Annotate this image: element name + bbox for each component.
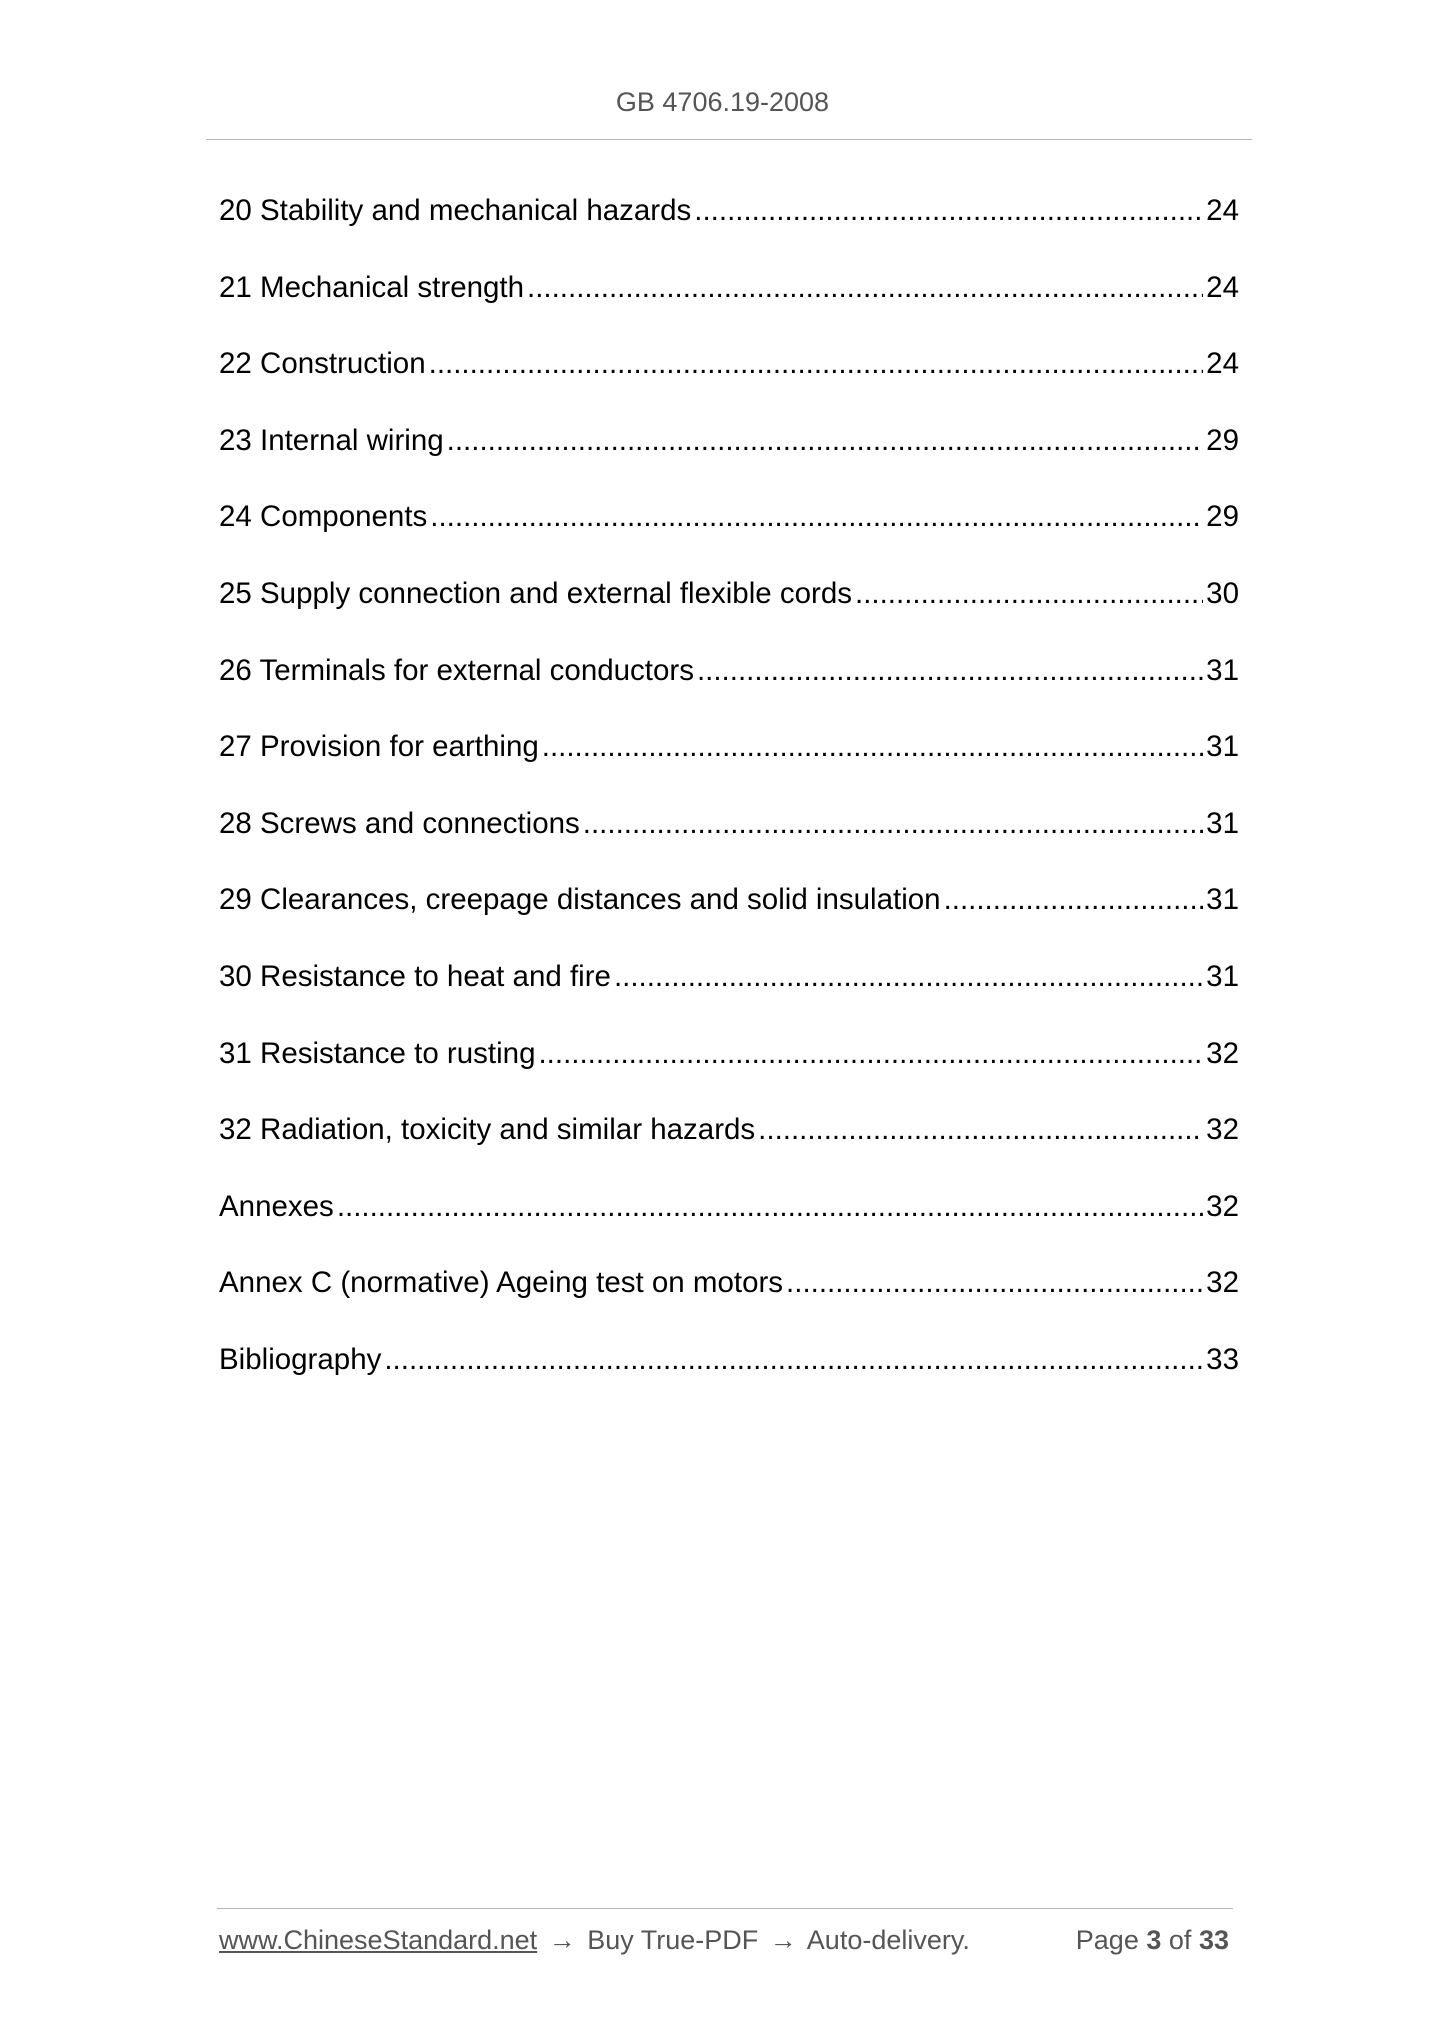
toc-entry-title: 26 Terminals for external conductors <box>219 653 694 687</box>
toc-entry-title: 29 Clearances, creepage distances and solid insulation <box>219 883 941 917</box>
toc-leader-dots <box>447 405 1204 477</box>
toc-entry-title: 32 Radiation, toxicity and similar hazards <box>219 1113 756 1147</box>
toc-entry[interactable] <box>219 558 1239 635</box>
arrow-right-icon: → <box>548 1925 576 1955</box>
of-label: of <box>1168 1925 1192 1955</box>
toc-entry-page: 30 <box>1206 576 1239 610</box>
toc-entry[interactable] <box>219 1018 1239 1095</box>
toc-entry-title: Bibliography <box>219 1342 382 1376</box>
toc-entry-title: 22 Construction <box>219 347 426 381</box>
auto-delivery-text: Auto-delivery. <box>806 1925 970 1955</box>
toc-leader-dots <box>758 1094 1203 1166</box>
toc-entry[interactable] <box>219 864 1239 941</box>
toc-entry[interactable] <box>219 328 1239 405</box>
toc-leader-dots <box>542 711 1203 783</box>
toc-leader-dots <box>786 1247 1203 1319</box>
toc-leader-dots <box>583 788 1203 860</box>
toc-entry[interactable] <box>219 1171 1239 1248</box>
toc-entry-title: 31 Resistance to rusting <box>219 1036 536 1070</box>
table-of-contents <box>219 175 1239 1401</box>
toc-entry-title: 21 Mechanical strength <box>219 270 525 304</box>
footer-divider <box>217 1908 1233 1909</box>
toc-entry-page: 31 <box>1206 806 1239 840</box>
toc-leader-dots <box>944 864 1204 936</box>
toc-entry-page: 32 <box>1206 1036 1239 1070</box>
toc-leader-dots <box>337 1171 1203 1243</box>
toc-entry[interactable] <box>219 481 1239 558</box>
arrow-right-icon: → <box>769 1925 797 1955</box>
toc-leader-dots <box>697 635 1203 707</box>
toc-entry[interactable] <box>219 635 1239 712</box>
toc-leader-dots <box>429 328 1204 400</box>
toc-entry[interactable] <box>219 1094 1239 1171</box>
toc-entry-page: 24 <box>1206 270 1239 304</box>
toc-entry-page: 29 <box>1206 500 1239 534</box>
toc-entry-page: 24 <box>1206 194 1239 227</box>
toc-entry-title: 25 Supply connection and external flexible cords <box>219 576 853 610</box>
toc-entry-title: Annexes <box>219 1189 334 1223</box>
toc-entry-title: Annex C (normative) Ageing test on motors <box>219 1266 784 1300</box>
toc-leader-dots <box>694 175 1203 247</box>
document-header-title: GB 4706.19-2008 <box>615 87 830 117</box>
toc-leader-dots <box>614 941 1203 1013</box>
website-link[interactable]: www.ChineseStandard.net <box>219 1925 538 1955</box>
footer-promo <box>219 1925 970 1956</box>
total-page-count: 33 <box>1198 1925 1229 1955</box>
toc-entry[interactable] <box>219 711 1239 788</box>
toc-entry-page: 32 <box>1206 1113 1239 1147</box>
toc-entry-page: 32 <box>1206 1266 1239 1300</box>
toc-entry-page: 31 <box>1206 883 1239 917</box>
toc-entry-title: 23 Internal wiring <box>219 423 444 457</box>
toc-entry-page: 24 <box>1206 347 1239 381</box>
toc-leader-dots <box>855 558 1203 630</box>
header-divider <box>206 139 1252 140</box>
toc-entry-title: 20 Stability and mechanical hazards <box>219 194 692 227</box>
toc-entry[interactable] <box>219 405 1239 482</box>
toc-leader-dots <box>430 481 1203 553</box>
toc-leader-dots <box>527 252 1203 324</box>
buy-true-pdf-text: Buy True-PDF <box>587 1925 759 1955</box>
toc-entry-page: 31 <box>1206 653 1239 687</box>
toc-entry[interactable] <box>219 175 1239 252</box>
toc-leader-dots <box>538 1018 1203 1090</box>
toc-entry-page: 31 <box>1206 730 1239 764</box>
current-page-number: 3 <box>1146 1925 1162 1955</box>
toc-entry-title: 27 Provision for earthing <box>219 730 539 764</box>
toc-entry-page: 31 <box>1206 959 1239 993</box>
toc-entry[interactable] <box>219 1324 1239 1401</box>
toc-entry[interactable] <box>219 1247 1239 1324</box>
page-label: Page <box>1075 1925 1139 1955</box>
toc-entry-title: 28 Screws and connections <box>219 806 580 840</box>
toc-entry-page: 33 <box>1206 1342 1239 1376</box>
toc-entry-title: 24 Components <box>219 500 428 534</box>
toc-entry-page: 32 <box>1206 1189 1239 1223</box>
toc-entry[interactable] <box>219 941 1239 1018</box>
toc-entry[interactable] <box>219 252 1239 329</box>
toc-leader-dots <box>384 1324 1203 1396</box>
toc-entry-title: 30 Resistance to heat and fire <box>219 959 611 993</box>
toc-entry-page: 29 <box>1206 423 1239 457</box>
toc-entry[interactable] <box>219 788 1239 865</box>
page-number-indicator <box>1076 1925 1229 1956</box>
